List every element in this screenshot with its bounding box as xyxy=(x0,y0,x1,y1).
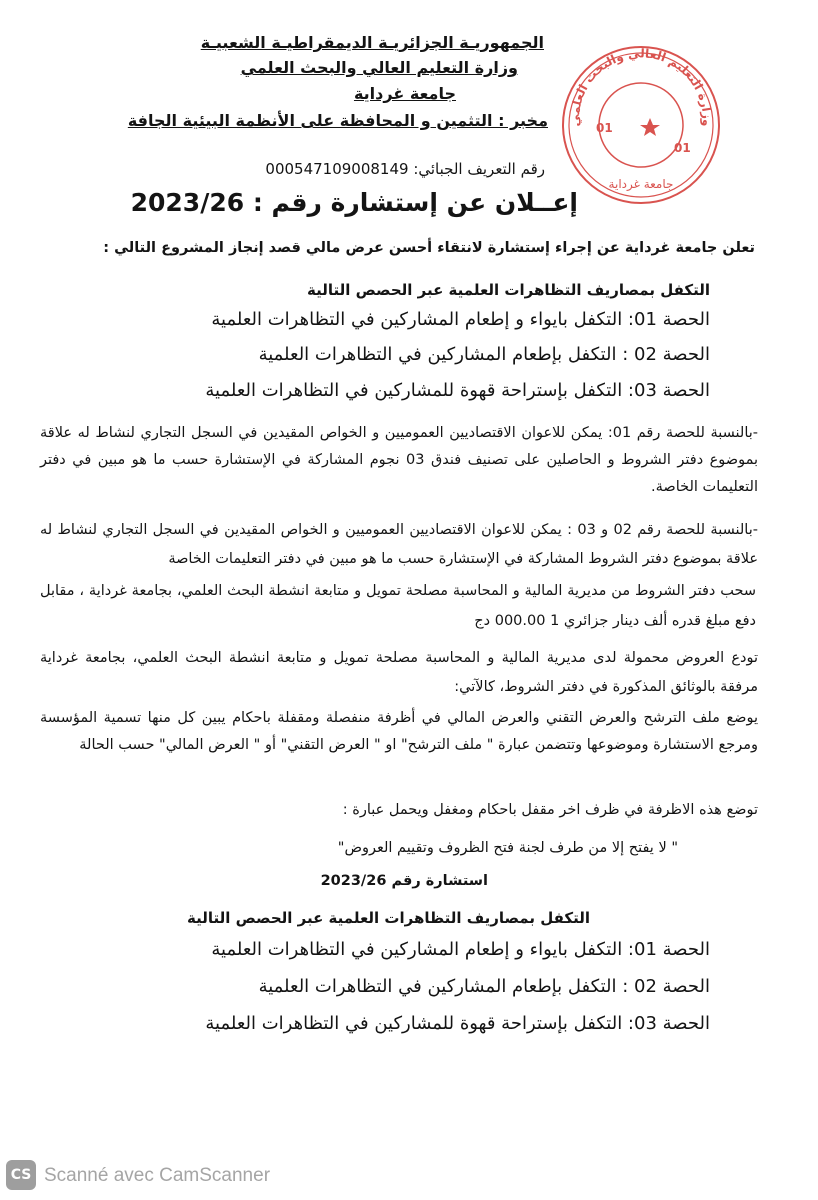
eligibility-lot-1: -بالنسبة للحصة رقم 01: يمكن للاعوان الاقتصاديين العموميين و الخواص المقيدين في السجل التجاري لنشاط له علاقة بموضوع دفتر الشروط و الحاصلين على تصنيف فندق 03 نجوم المشاركة في الإستشارة حسب ما هو مبين في دفتر التعليمات الخاصة. xyxy=(40,425,759,495)
intro-text: تعلن جامعة غرداية عن إجراء إستشارة لانتقاء أحسن عرض مالي قصد إنجاز المشروع التالي : xyxy=(103,240,755,256)
lot-1: الحصة 01: التكفل بايواء و إطعام المشاركين في التظاهرات العلمية xyxy=(211,309,710,330)
eligibility-lots-2-3: -بالنسبة للحصة رقم 02 و 03 : يمكن للاعوان الاقتصاديين العموميين و الخواص المقيدين في السجل التجاري لنشاط له علاقة بموضوع دفتر الشروط المشاركة في الإستشارة حسب ما هو مبين في دفتر التعليمات الخاصة xyxy=(40,522,758,567)
stamp-inner-text: جامعة غرداية xyxy=(608,177,674,191)
lot-3: الحصة 03: التكفل بإستراحة قهوة للمشاركين في التظاهرات العلمية xyxy=(205,380,710,401)
camscanner-watermark: Scanné avec CamScanner xyxy=(44,1165,271,1186)
stamp-outer-text: وزارة التعليم العالي والبحث العلمي xyxy=(567,46,715,127)
outer-envelope-text: توضع هذه الاظرفة في ظرف اخر مقفل باحكام ومغفل ويحمل عبارة : xyxy=(342,802,758,818)
republic-heading: الجمهوريـة الجزائريـة الديمقراطيـة الشعبيـة xyxy=(200,33,544,52)
section-title: التكفل بمصاريف التظاهرات العلمية عبر الحصص التالية xyxy=(306,281,710,299)
lot-2-3: الحصة 03: التكفل بإستراحة قهوة للمشاركين في التظاهرات العلمية xyxy=(205,1013,710,1034)
lot-2-1: الحصة 01: التكفل بايواء و إطعام المشاركين في التظاهرات العلمية xyxy=(211,939,710,960)
camscanner-logo: CS xyxy=(6,1160,36,1190)
do-not-open-text: " لا يفتح إلا من طرف لجنة فتح الظروف وتقييم العروض" xyxy=(337,840,678,856)
tax-id: رقم التعريف الجبائي: 000547109008149 xyxy=(265,160,545,178)
lot-2: الحصة 02 : التكفل بإطعام المشاركين في التظاهرات العلمية xyxy=(258,344,710,365)
university-heading: جامعة غرداية xyxy=(353,84,456,103)
ministry-heading: وزارة التعليم العالي والبحث العلمي xyxy=(240,58,518,77)
deposit-text: تودع العروض محمولة لدى مديرية المالية و المحاسبة مصلحة تمويل و متابعة انشطة البحث العلمي، بجامعة غرداية مرفقة بالوثائق المذكورة في دفتر الشروط، كالآتي: xyxy=(40,650,758,695)
announcement-title: إعــلان عن إستشارة رقم : 2023/26 xyxy=(130,188,578,217)
stamp-number-left: 01 xyxy=(596,121,613,135)
section-title-2: التكفل بمصاريف التظاهرات العلمية عبر الحصص التالية xyxy=(186,909,590,927)
lab-heading: مخبر : التثمين و المحافظة على الأنظمة البيئية الجافة xyxy=(127,111,548,130)
stamp-number-right: 01 xyxy=(674,141,691,155)
withdrawal-text: سحب دفتر الشروط من مديرية المالية و المحاسبة مصلحة تمويل و متابعة انشطة البحث العلمي، بجامعة غرداية ، مقابل دفع مبلغ قدره ألف دينار جزائري 1 000.00 دج xyxy=(40,583,756,629)
consultation-label: استشارة رقم 2023/26 xyxy=(320,873,488,889)
svg-text:وزارة التعليم العالي والبحث ال xyxy=(568,46,714,127)
official-stamp xyxy=(556,40,726,210)
lot-2-2: الحصة 02 : التكفل بإطعام المشاركين في التظاهرات العلمية xyxy=(258,976,710,997)
envelopes-text: يوضع ملف الترشح والعرض التقني والعرض المالي في أظرفة منفصلة ومقفلة باحكام يبين كل منها تسمية المؤسسة ومرجع الاستشارة وموضوعها وتتضمن عبارة " ملف الترشح" او " العرض التقني" أو " العرض المالي" حسب الحالة xyxy=(40,710,758,753)
